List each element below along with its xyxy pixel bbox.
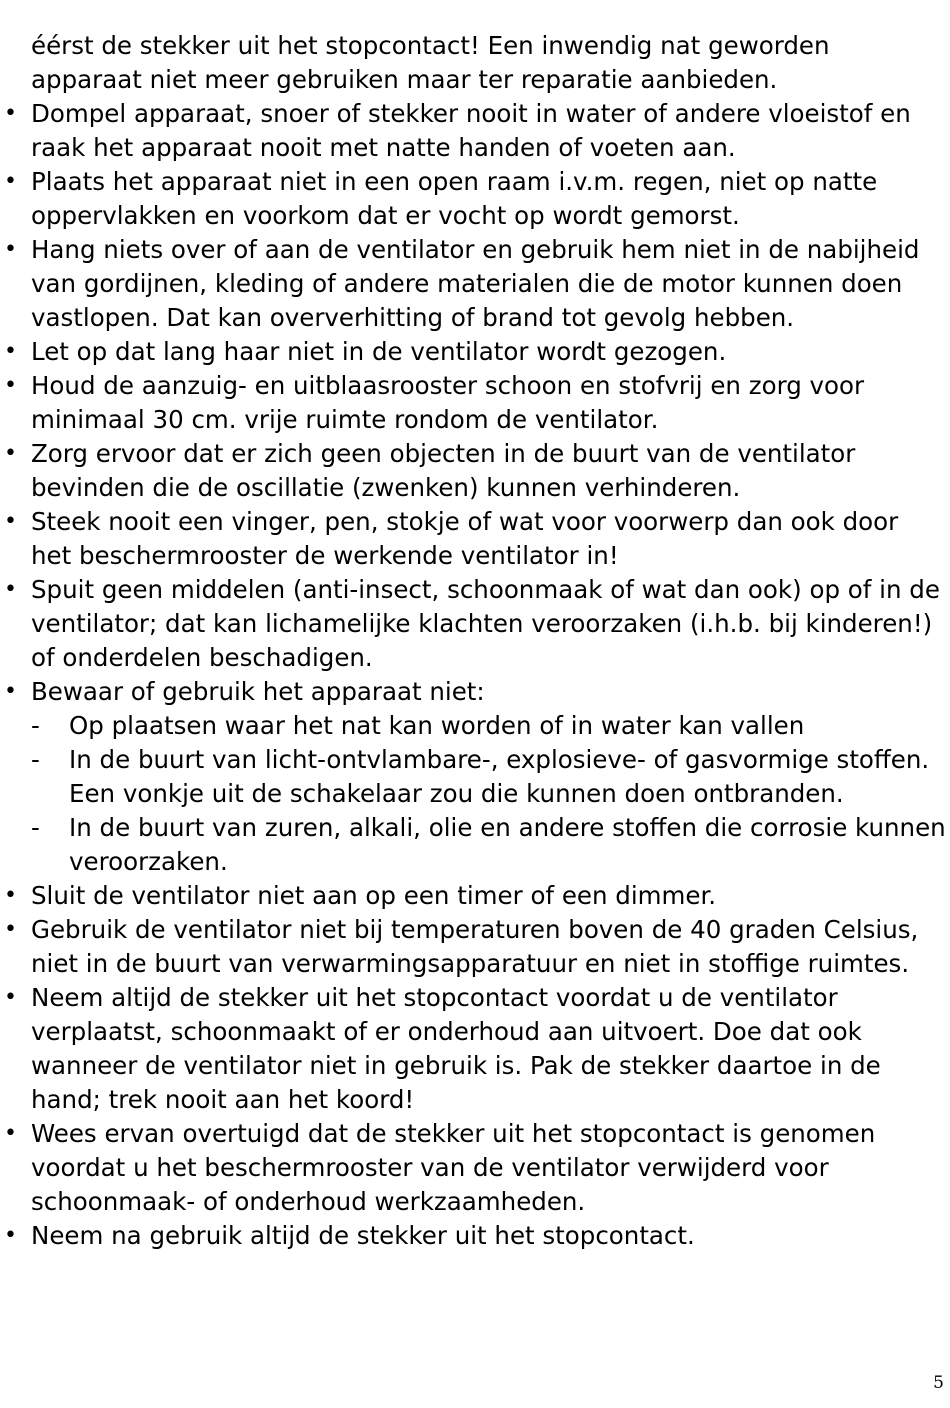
list-item: • Wees ervan overtuigd dat de stekker uit het stopcontact is genomen voordat u het beschermrooster van de ventilator verwijderd voor schoonmaak- of onderhoud werkzaamheden. [31,1117,946,1219]
list-item: • Gebruik de ventilator niet bij temperaturen boven de 40 graden Celsius, niet in de buurt van verwarmingsapparatuur en niet in stoffige ruimtes. [31,913,946,981]
list-item: • Plaats het apparaat niet in een open raam i.v.m. regen, niet op natte oppervlakken en voorkom dat er vocht op wordt gemorst. [31,165,946,233]
sub-list-item: - In de buurt van zuren, alkali, olie en andere stoffen die corrosie kunnen veroorzaken. [31,811,946,879]
sub-list-item: - Op plaatsen waar het nat kan worden of in water kan vallen [31,709,946,743]
list-item: • Neem altijd de stekker uit het stopcontact voordat u de ventilator verplaatst, schoonmaakt of er onderhoud aan uitvoert. Doe dat ook wanneer de ventilator niet in gebruik is. Pak de stekker daartoe in de hand; trek nooit aan het koord! [31,981,946,1117]
list-item-label: Bewaar of gebruik het apparaat niet: [31,677,485,706]
intro-paragraph: éérst de stekker uit het stopcontact! Een inwendig nat geworden apparaat niet meer gebruiken maar ter reparatie aanbieden. [31,31,830,94]
sub-list-item: - In de buurt van licht-ontvlambare-, explosieve- of gasvormige stoffen. Een vonkje uit de schakelaar zou die kunnen doen ontbranden. [31,743,946,811]
list-item: • Sluit de ventilator niet aan op een timer of een dimmer. [31,879,946,913]
list-item: • Neem na gebruik altijd de stekker uit het stopcontact. [31,1219,946,1253]
list-item: • Houd de aanzuig- en uitblaasrooster schoon en stofvrij en zorg voor minimaal 30 cm. vrije ruimte rondom de ventilator. [31,369,946,437]
storage-sublist [31,709,946,879]
list-item: • Spuit geen middelen (anti-insect, schoonmaak of wat dan ook) op of in de ventilator; dat kan lichamelijke klachten veroorzaken (i.h.b. bij kinderen!) of onderdelen beschadigen. [31,573,946,675]
list-item: • Dompel apparaat, snoer of stekker nooit in water of andere vloeistof en raak het apparaat nooit met natte handen of voeten aan. [31,97,946,165]
list-item: • Steek nooit een vinger, pen, stokje of wat voor voorwerp dan ook door het beschermrooster de werkende ventilator in! [31,505,946,573]
list-item: • Zorg ervoor dat er zich geen objecten in de buurt van de ventilator bevinden die de oscillatie (zwenken) kunnen verhinderen. [31,437,946,505]
list-item: • Hang niets over of aan de ventilator en gebruik hem niet in de nabijheid van gordijnen, kleding of andere materialen die de motor kunnen doen vastlopen. Dat kan oververhitting of brand tot gevolg hebben. [31,233,946,335]
list-item-storage [31,675,946,879]
document-body [31,29,946,1253]
page-number: 5 [933,1373,944,1393]
list-item: • Let op dat lang haar niet in de ventilator wordt gezogen. [31,335,946,369]
safety-instructions-list [31,97,946,1253]
